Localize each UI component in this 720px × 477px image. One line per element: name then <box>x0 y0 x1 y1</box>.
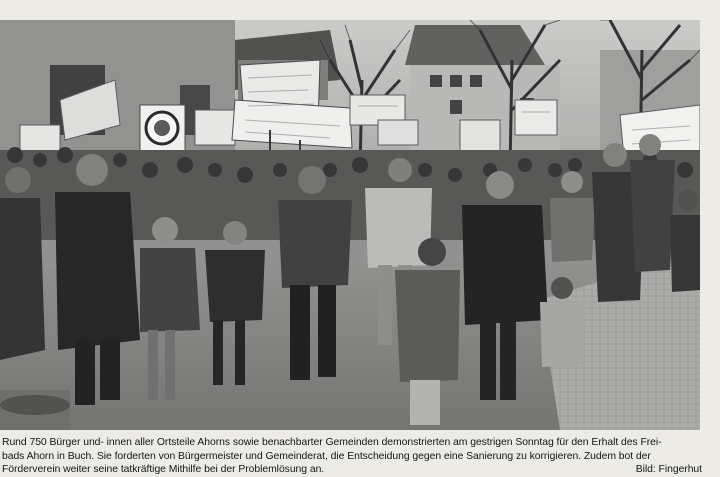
caption-line-1: Rund 750 Bürger und- innen aller Ortsteile Ahorns sowie benachbarter Gemeinden demonstrierten am gestrigen Sonntag für den Erhalt des Frei- <box>2 437 662 448</box>
demonstration-photo <box>0 20 700 430</box>
photo-credit: Bild: Fingerhut <box>635 464 702 475</box>
caption-line-3-row <box>2 463 702 477</box>
caption-line-3: Förderverein weiter seine tatkräftige Mithilfe bei der Problemlösung an. <box>2 464 325 475</box>
photo-grain <box>0 20 700 430</box>
caption-line-2: bads Ahorn in Buch. Sie forderten von Bürgermeister und Gemeinderat, die Entscheidung gegen eine Sanierung zu korrigieren. Zudem bot der <box>2 450 651 462</box>
photo-caption <box>2 436 702 477</box>
news-photo <box>0 20 700 430</box>
